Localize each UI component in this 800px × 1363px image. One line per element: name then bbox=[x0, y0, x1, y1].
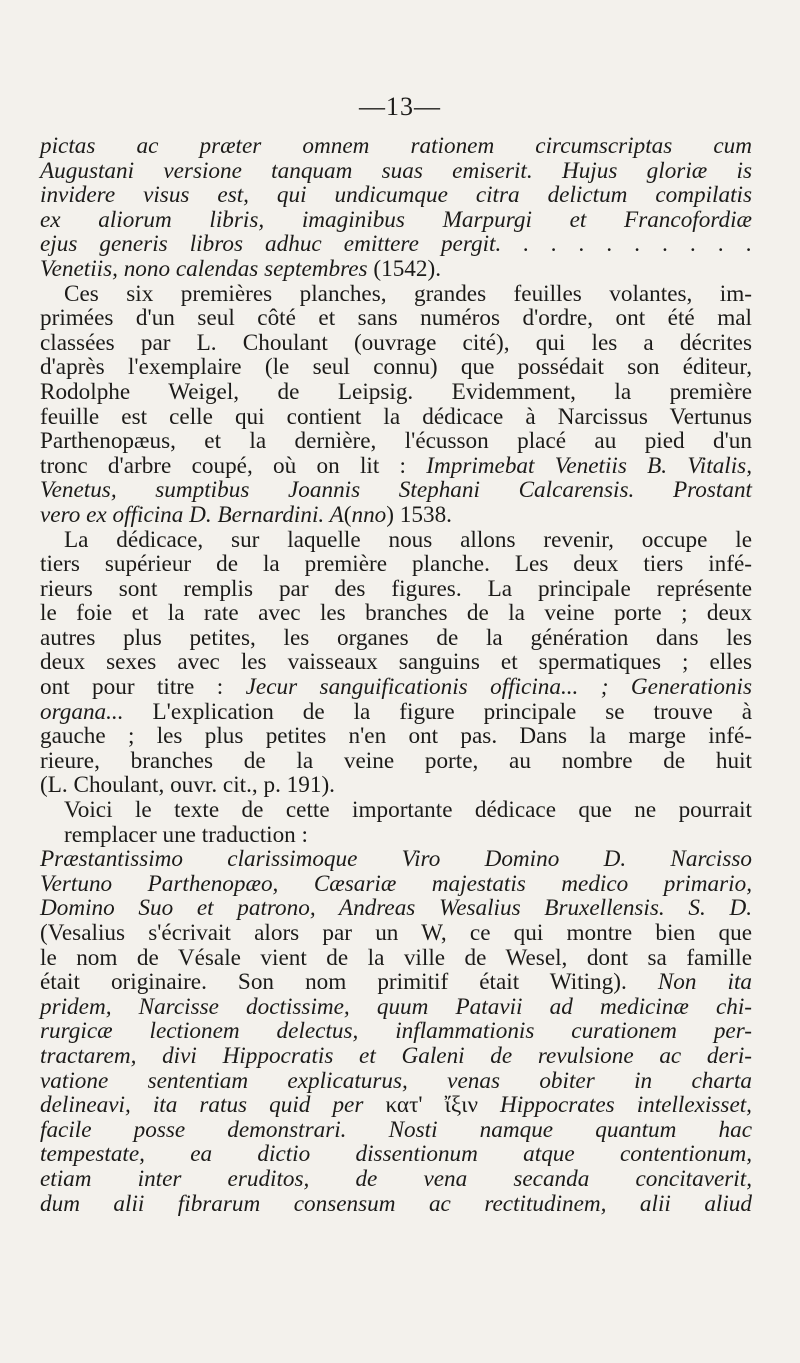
text-line bbox=[40, 405, 752, 430]
italic-text: Venetus, sumptibus Joannis Stephani Calcarensis. Prostant bbox=[40, 477, 752, 504]
roman-text: Parthenopæus, et la dernière, l'écusson placé au pied d'un bbox=[40, 428, 752, 455]
italic-text: organa... bbox=[40, 698, 124, 725]
text-line bbox=[40, 1019, 752, 1044]
text-line bbox=[40, 749, 752, 774]
roman-text: La dédicace, sur laquelle nous allons revenir, occupe le bbox=[64, 526, 752, 553]
text-line bbox=[40, 1118, 752, 1143]
italic-text: Domino Suo et patrono, Andreas Wesalius Bruxellensis. S. D. bbox=[40, 895, 752, 922]
text-line bbox=[40, 552, 752, 577]
italic-text: vero ex officina D. Bernardini. A bbox=[40, 501, 344, 528]
roman-text: Ces six premières planches, grandes feuilles volantes, im- bbox=[64, 280, 752, 307]
roman-text: L'explication de la figure principale se trouve à bbox=[123, 698, 752, 725]
text-line bbox=[40, 159, 752, 184]
roman-text: classées par L. Choulant (ouvrage cité), qui les a décrites bbox=[40, 329, 752, 356]
text-line bbox=[40, 577, 752, 602]
roman-text: d'après l'exemplaire (le seul connu) que possédait son éditeur, bbox=[40, 354, 752, 381]
italic-text: Venetiis, nono calendas septembres bbox=[40, 255, 374, 282]
text-line bbox=[40, 1192, 752, 1217]
text-line bbox=[40, 429, 752, 454]
roman-text: le foie et la rate avec les branches de la veine porte ; deux bbox=[40, 600, 752, 627]
italic-text: Hippocrates intellexisset, bbox=[477, 1092, 752, 1119]
roman-text: Voici le texte de cette importante dédicace que ne pourrait bbox=[64, 797, 752, 824]
roman-text: ont pour titre : bbox=[40, 674, 246, 701]
text-line bbox=[40, 724, 752, 749]
text-line bbox=[40, 946, 752, 971]
roman-text: rieurs sont remplis par des figures. La principale représente bbox=[40, 575, 752, 602]
text-line bbox=[40, 798, 752, 823]
roman-text: remplacer une traduction : bbox=[64, 821, 309, 848]
text-line bbox=[40, 970, 752, 995]
text-line bbox=[40, 503, 752, 528]
italic-text: vatione sententiam explicaturus, venas obiter in charta bbox=[40, 1067, 752, 1094]
text-line bbox=[40, 773, 752, 798]
roman-text: tiers supérieur de la première planche. Les deux tiers infé- bbox=[40, 551, 752, 578]
text-line bbox=[40, 823, 752, 848]
italic-text: rurgicæ lectionem delectus, inflammationis curationem per- bbox=[40, 1018, 752, 1045]
text-line bbox=[40, 183, 752, 208]
roman-text: ( bbox=[343, 501, 352, 528]
text-line bbox=[40, 208, 752, 233]
text-line bbox=[40, 257, 752, 282]
text-line bbox=[40, 1093, 752, 1118]
text-line bbox=[40, 478, 752, 503]
text-line bbox=[40, 232, 752, 257]
text-line bbox=[40, 1167, 752, 1192]
italic-text: dum alii fibrarum consensum ac rectitudinem, alii aliud bbox=[40, 1190, 752, 1217]
italic-text: etiam inter eruditos, de vena secanda concitaverit, bbox=[40, 1165, 752, 1192]
roman-text: rieure, branches de la veine porte, au nombre de huit bbox=[40, 747, 752, 774]
text-line bbox=[40, 847, 752, 872]
roman-text: gauche ; les plus petites n'en ont pas. Dans la marge infé- bbox=[40, 723, 752, 750]
text-line bbox=[40, 921, 752, 946]
italic-text: pictas ac præter omnem rationem circumscriptas cum bbox=[40, 133, 752, 159]
italic-text: ex aliorum libris, imaginibus Marpurgi et Francofordiæ bbox=[40, 206, 752, 233]
text-line bbox=[40, 282, 752, 307]
roman-text: Rodolphe Weigel, de Leipsig. Evidemment, la première bbox=[40, 378, 752, 405]
roman-text: tronc d'arbre coupé, où on lit : bbox=[40, 452, 427, 479]
italic-text: Præstantissimo clarissimoque Viro Domino D. Narcisso bbox=[40, 846, 752, 873]
text-line bbox=[40, 306, 752, 331]
roman-text: (L. Choulant, ouvr. cit., p. 191). bbox=[40, 772, 335, 799]
text-line bbox=[40, 528, 752, 553]
italic-text: nno bbox=[351, 501, 387, 528]
text-line bbox=[40, 1044, 752, 1069]
text-line bbox=[40, 700, 752, 725]
body-text bbox=[40, 134, 752, 1216]
page-number: —13— bbox=[359, 92, 441, 121]
roman-text: deux sexes avec les vaisseaux sanguins et spermatiques ; elles bbox=[40, 649, 752, 676]
italic-text: Imprimebat Venetiis B. Vitalis, bbox=[426, 452, 752, 479]
roman-text: ) 1538. bbox=[386, 501, 452, 528]
roman-text: κατ' ἴξιν bbox=[385, 1092, 478, 1119]
text-line bbox=[40, 601, 752, 626]
text-line bbox=[40, 896, 752, 921]
text-line bbox=[40, 454, 752, 479]
roman-text: primées d'un seul côté et sans numéros d'ordre, ont été mal bbox=[40, 305, 752, 332]
text-line bbox=[40, 995, 752, 1020]
text-line bbox=[40, 872, 752, 897]
italic-text: delineavi, ita ratus quid per bbox=[40, 1092, 386, 1119]
italic-text: tractarem, divi Hippocratis et Galeni de revulsione ac deri- bbox=[40, 1042, 752, 1069]
text-line bbox=[40, 626, 752, 651]
text-line bbox=[40, 380, 752, 405]
roman-text: autres plus petites, les organes de la génération dans les bbox=[40, 624, 752, 651]
text-line bbox=[40, 675, 752, 700]
italic-text: tempestate, ea dictio dissentionum atque contentionum, bbox=[40, 1141, 752, 1168]
text-line bbox=[40, 650, 752, 675]
italic-text: Augustani versione tanquam suas emiserit. Hujus gloriæ is bbox=[40, 157, 752, 184]
italic-text: Jecur sanguificationis officina... ; Generationis bbox=[245, 674, 752, 701]
italic-text: ejus generis libros adhuc emittere pergit. . . . . . . . . . bbox=[40, 231, 752, 258]
text-line bbox=[40, 331, 752, 356]
italic-text: Non ita bbox=[657, 969, 752, 996]
roman-text: (Vesalius s'écrivait alors par un W, ce qui montre bien que bbox=[40, 920, 752, 946]
italic-text: Vertuno Parthenopæo, Cæsariæ majestatis medico primario, bbox=[40, 870, 752, 897]
roman-text: (1542). bbox=[373, 255, 441, 282]
text-line bbox=[40, 355, 752, 380]
roman-text: le nom de Vésale vient de la ville de Wesel, dont sa famille bbox=[40, 944, 752, 971]
italic-text: facile posse demonstrari. Nosti namque quantum hac bbox=[40, 1116, 752, 1143]
text-line bbox=[40, 1142, 752, 1167]
text-line bbox=[40, 134, 752, 159]
italic-text: pridem, Narcisse doctissime, quum Patavii ad medicinæ chi- bbox=[40, 993, 752, 1020]
text-line bbox=[40, 1069, 752, 1094]
italic-text: invidere visus est, qui undicumque citra delictum compilatis bbox=[40, 182, 752, 209]
roman-text: feuille est celle qui contient la dédicace à Narcissus Vertunus bbox=[40, 403, 752, 430]
roman-text: était originaire. Son nom primitif était Witing). bbox=[40, 969, 658, 996]
